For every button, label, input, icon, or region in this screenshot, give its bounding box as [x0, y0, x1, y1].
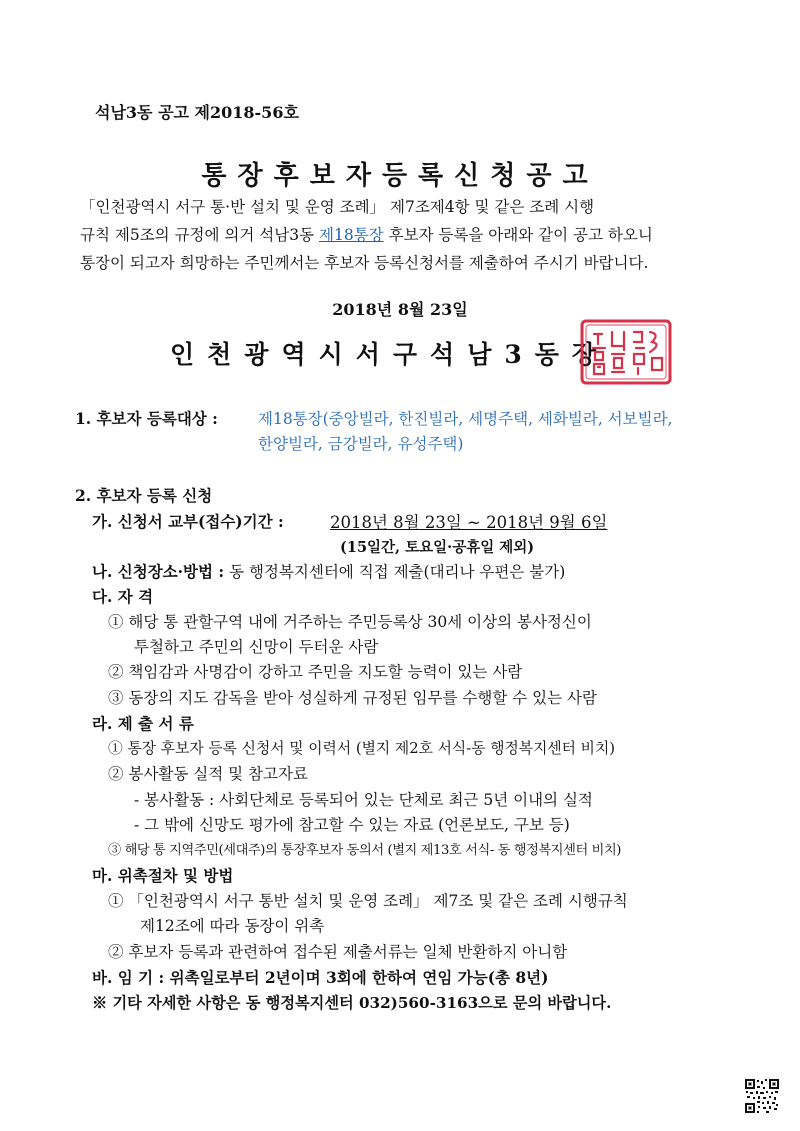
intro-line-2-a: 규칙 제5조의 규정에 의거 석남3동	[80, 226, 320, 244]
section-2-heading: 2. 후보자 등록 신청	[75, 486, 213, 505]
notice-number: 석남3동 공고 제2018-56호	[95, 103, 299, 122]
intro-target-link: 제18통장	[319, 226, 384, 244]
page-title: 통장후보자등록신청공고	[201, 161, 599, 191]
qualification-item: ② 책임감과 사명감이 강하고 주민을 지도할 능력이 있는 사람	[108, 663, 523, 681]
appointment-item: ② 후보자 등록과 관련하여 접수된 제출서류는 일체 반환하지 아니함	[108, 943, 568, 961]
intro-line-3: 통장이 되고자 희망하는 주민께서는 후보자 등록신청서를 제출하여 주시기 바랍니다.	[80, 254, 649, 272]
application-period-note: (15일간, 토요일·공휴일 제외)	[340, 539, 535, 556]
documents-item: ③ 해당 통 지역주민(세대주)의 통장후보자 동의서 (별지 제13호 서식- 동 행정복지센터 비치)	[108, 843, 622, 858]
qualification-item: 투철하고 주민의 신망이 두터운 사람	[134, 638, 379, 656]
term-of-office: 바. 임 기 : 위촉일로부터 2년이며 3회에 한하여 연임 가능(총 8년)	[92, 968, 549, 987]
documents-item: ① 통장 후보자 등록 신청서 및 이력서 (별지 제2호 서식-동 행정복지센터 비치)	[108, 740, 616, 757]
intro-line-2-b: 후보자 등록을 아래와 같이 공고 하오니	[383, 226, 653, 244]
appointment-item: ① 「인천광역시 서구 통반 설치 및 운영 조례」 제7조 및 같은 조례 시행규칙	[108, 892, 628, 910]
qualification-item: ① 해당 통 관할구역 내에 거주하는 주민등록상 30세 이상의 봉사정신이	[108, 613, 592, 631]
application-method-label: 나. 신청장소·방법 :	[92, 562, 225, 581]
application-method-value: 동 행정복지센터에 직접 제출(대리나 우편은 불가)	[229, 563, 566, 581]
seal-stamp-icon	[578, 318, 674, 386]
footer-note: ※ 기타 자세한 사항은 동 행정복지센터 032)560-3163으로 문의 바랍니다.	[92, 994, 612, 1012]
application-period-value: 2018년 8월 23일 ~ 2018년 9월 6일	[330, 513, 608, 532]
application-period-label: 가. 신청서 교부(접수)기간 :	[92, 512, 284, 531]
notice-date: 2018년 8월 23일	[332, 300, 468, 319]
documents-label: 라. 제 출 서 류	[92, 714, 194, 733]
intro-line-2	[80, 221, 720, 249]
issuing-office: 인천광역시서구석남3동장	[170, 340, 610, 369]
documents-subitem: - 봉사활동 : 사회단체로 등록되어 있는 단체로 최근 5년 이내의 실적	[134, 791, 593, 809]
documents-subitem: - 그 밖에 신망도 평가에 참고할 수 있는 자료 (언론보도, 구보 등)	[134, 816, 570, 834]
qualification-label: 다. 자 격	[92, 587, 154, 606]
section-1-value-line-1: 제18통장(중앙빌라, 한진빌라, 세명주택, 세화빌라, 서보빌라,	[258, 410, 673, 428]
appointment-label: 마. 위촉절차 및 방법	[92, 866, 234, 885]
documents-item: ② 봉사활동 실적 및 참고자료	[108, 765, 308, 783]
qualification-item: ③ 동장의 지도 감독을 받아 성실하게 규정된 임무를 수행할 수 있는 사람	[108, 689, 597, 707]
section-1-value-line-2: 한양빌라, 금강빌라, 유성주택)	[258, 435, 464, 453]
appointment-item: 제12조에 따라 동장이 위촉	[140, 917, 325, 935]
application-method-row	[92, 560, 565, 582]
qr-code-icon	[744, 1078, 780, 1114]
intro-line-1: 「인천광역시 서구 통·반 설치 및 운영 조례」 제7조제4항 및 같은 조례 시행	[80, 198, 595, 216]
intro-paragraph	[80, 193, 720, 277]
section-1-label: 1. 후보자 등록대상 :	[75, 409, 218, 428]
